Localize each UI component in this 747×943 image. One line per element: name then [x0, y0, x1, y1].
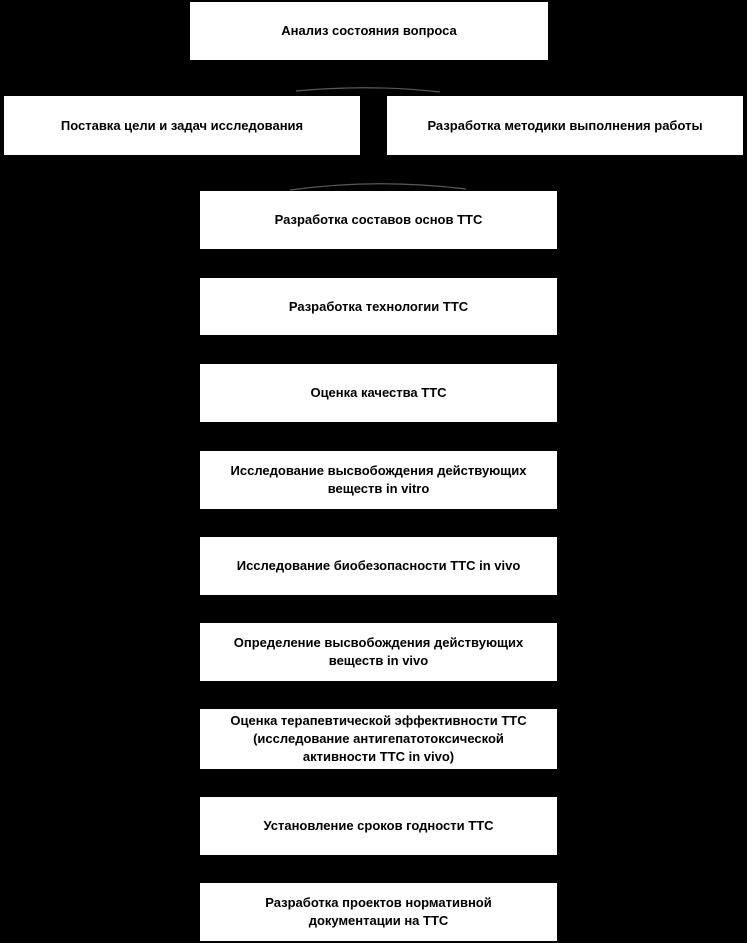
step-goals: [4, 96, 360, 155]
step-release-in-vitro: [200, 451, 557, 509]
step-compositions-label: Разработка составов основ ТТС: [274, 212, 483, 227]
step-methodology: [387, 96, 743, 155]
step-release-in-vitro-label: Исследование высвобождения действующих веществ in vitro: [230, 463, 527, 496]
step-analysis-label: Анализ состояния вопроса: [281, 23, 457, 38]
step-methodology-label: Разработка методики выполнения работы: [427, 117, 703, 133]
step-documentation-label: Разработка проектов нормативной документации на ТТС: [265, 895, 492, 928]
step-release-in-vivo-label: Определение высвобождения действующих веществ in vivo: [233, 635, 524, 668]
step-technology-label: Разработка технологии ТТС: [288, 298, 469, 314]
step-biosafety: [200, 537, 557, 595]
step-shelf-life-label: Установление сроков годности ТТС: [263, 818, 494, 833]
step-quality-label: Оценка качества ТТС: [310, 385, 447, 400]
step-release-in-vivo: [200, 623, 557, 681]
step-therapeutic: [200, 709, 557, 769]
step-therapeutic-label: Оценка терапевтической эффективности ТТС (исследование антигепатотоксической активности ТТС in vivo): [230, 713, 527, 764]
step-documentation: [200, 883, 557, 941]
step-analysis: [190, 2, 548, 60]
step-biosafety-label: Исследование биобезопасности ТТС in vivo: [236, 558, 521, 573]
step-goals-label: Поставка цели и задач исследования: [60, 117, 304, 133]
step-shelf-life: [200, 797, 557, 855]
step-quality: [200, 364, 557, 422]
connector-merge-compositions: [290, 184, 466, 190]
step-technology: [200, 278, 557, 335]
connector-analysis-split: [296, 88, 440, 92]
step-compositions: [200, 191, 557, 249]
